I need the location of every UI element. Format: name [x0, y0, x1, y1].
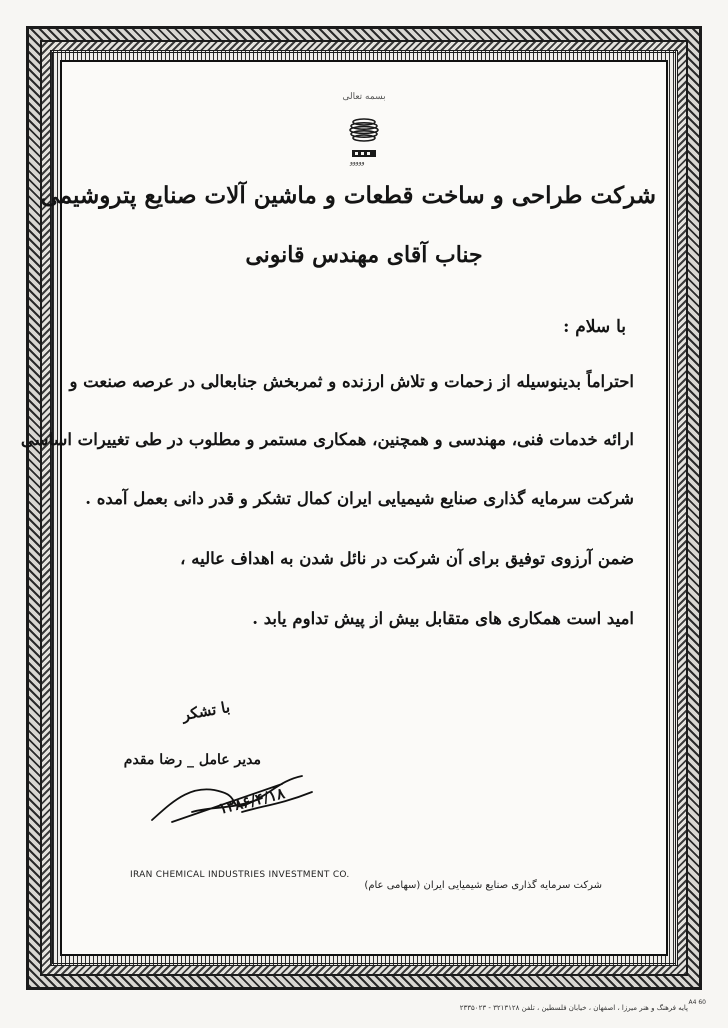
letter-content [20, 62, 666, 954]
bismillah-header: بسمه تعالی [342, 92, 386, 102]
issuer-name-persian: شرکت سرمایه گذاری صنایع شیمیایی ایران (سهامی عام) [364, 880, 602, 891]
company-logo-icon [348, 106, 380, 166]
addressee-line: جناب آقای مهندس قانونی [245, 242, 483, 268]
border-band-inner [20, 50, 678, 966]
recipient-company-heading: شرکت طراحی و ساخت قطعات و ماشین آلات صنایع پتروشیمی [40, 182, 656, 209]
ornamental-border [20, 26, 702, 990]
border-band-middle [20, 40, 688, 976]
salutation: با سلام : [563, 317, 626, 337]
signer-title: مدیر عامل _ رضا مقدم [123, 752, 261, 768]
body-line-2: ارائه خدمات فنی، مهندسی و همچنین، همکاری مستمر و مطلوب در طی تغییرات اساسی [20, 430, 634, 449]
signature-date: ۱۳۸۶/۴/۱۸ [216, 784, 287, 818]
logo-text: ووووو [350, 159, 365, 166]
closing-thanks: با تشکر [180, 697, 232, 725]
body-line-3: شرکت سرمایه گذاری صنایع شیمیایی ایران کمال تشکر و قدر دانی بعمل آمده . [85, 489, 634, 508]
print-code: A4 60 [688, 999, 706, 1006]
body-line-5: امید است همکاری های متقابل بیش از پیش تداوم یابد . [252, 609, 634, 628]
body-line-1: احتراماً بدینوسیله از زحمات و تلاش ارزنده و ثمربخش جنابعالی در عرصه صنعت و [69, 372, 634, 391]
letter-body-area [20, 60, 668, 956]
issuer-name-english: IRAN CHEMICAL INDUSTRIES INVESTMENT CO. [130, 870, 350, 880]
printer-address-line: پایه فرهنگ و هنر میرزا ، اصفهان ، خیابان فلسطین ، تلفن ۳۲۱۳۱۲۸ - ۲۳۳۵۰۲۳ [459, 1004, 688, 1012]
body-line-4: ضمن آرزوی توفیق برای آن شرکت در نائل شدن به اهداف عالیه ، [180, 549, 634, 568]
